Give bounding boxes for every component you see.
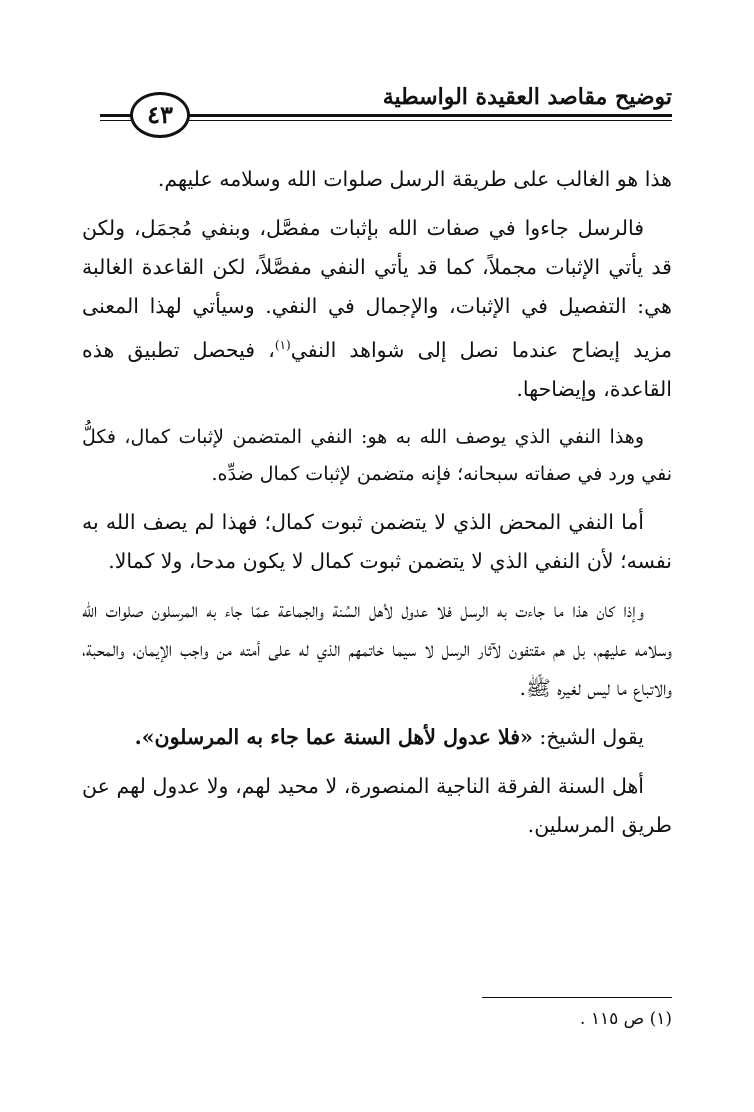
footnote-marker: (١) (274, 338, 291, 352)
paragraph-1: هذا هو الغالب على طريقة الرسل صلوات الله وسلامه عليهم. (157, 167, 672, 191)
quote-intro: يقول الشيخ: (532, 724, 644, 749)
paragraph-6 (82, 718, 672, 757)
quoted-text: «فلا عدول لأهل السنة عما جاء به المرسلون». (134, 724, 533, 749)
footnote-rule (482, 997, 672, 998)
paragraph-3: وهذا النفي الذي يوصف الله به هو: النفي المتضمن لإثبات كمال، فكلُّ نفي ورد في صفاته سبحانه؛ فإنه متضمن لإثبات كمال ضدِّه. (82, 425, 672, 485)
footnote: (١) ص ١١٥ . (580, 1009, 672, 1029)
main-text (82, 160, 672, 855)
paragraph-4: أما النفي المحض الذي لا يتضمن ثبوت كمال؛ فهذا لم يصف الله به نفسه؛ لأن النفي الذي لا يتضمن ثبوت كمال لا يكون مدحا، ولا كمالا. (82, 509, 672, 573)
page-number: ٤٣ (130, 92, 190, 138)
paragraph-7: أهل السنة الفرقة الناجية المنصورة، لا محيد لهم، ولا عدول لهم عن طريق المرسلين. (82, 773, 672, 837)
running-title: توضيح مقاصد العقيدة الواسطية (382, 84, 672, 110)
paragraph-2 (82, 209, 672, 409)
paragraph-5: وإذا كان هذا ما جاءت به الرسل فلا عدول لأهل السُنة والجماعة عمّا جاء به المرسلون صلوات الله وسلامه عليهم، بل هم مقتفون لآثار الرسل لا سيما خاتمهم الذي له على أمته من واجب الإيمان، والمحبة، والاتباع ما ليس لغيره ﷺ. (82, 597, 672, 700)
paragraph-2-text: فالرسل جاءوا في صفات الله بإثبات مفصَّل، وبنفي مُجمَل، ولكن قد يأتي الإثبات مجملاً، كما قد يأتي النفي مفصَّلاً، لكن القاعدة الغالبة هي: التفصيل في الإثبات، والإجمال في النفي. وسيأتي لهذا المعنى مزيد إيضاح عندما نصل إلى شواهد النفي (82, 216, 672, 362)
page-header (100, 80, 672, 140)
header-left-rule (100, 114, 132, 121)
paragraph-2-end: ، فيحصل تطبيق هذه القاعدة، وإيضاحها. (82, 337, 672, 401)
header-rule (178, 114, 672, 121)
